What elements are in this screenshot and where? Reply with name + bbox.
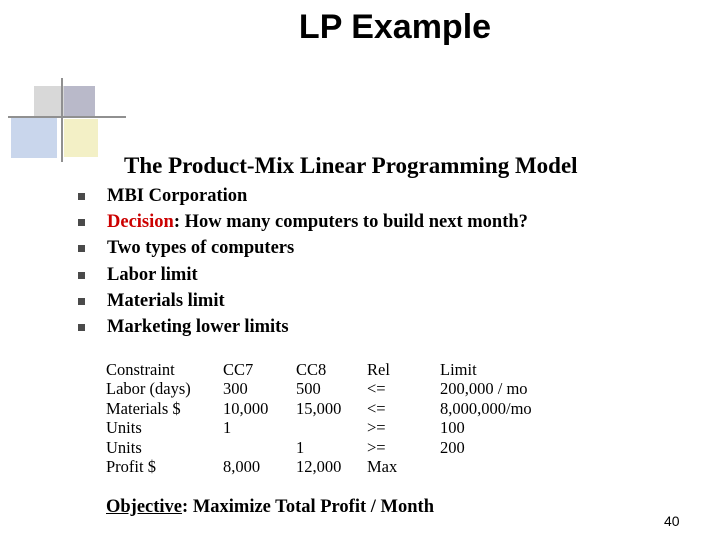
table-cell: >= [367, 437, 386, 457]
table-cell: 1 [296, 437, 305, 457]
table-cell: Constraint [106, 360, 175, 379]
bullet-list [78, 183, 528, 341]
square-bullet-icon [78, 245, 85, 252]
bullet-text: MBI Corporation [107, 185, 248, 206]
table-cell: <= [367, 379, 386, 399]
objective-text: : Maximize Total Profit / Month [182, 497, 434, 517]
table-cell: Units [106, 418, 142, 438]
square-bullet-icon [78, 298, 85, 305]
table-cell: Materials $ [106, 398, 181, 418]
bullet-item [78, 288, 528, 314]
table-cell: 200,000 / mo [440, 379, 528, 399]
decorative-squares [0, 0, 130, 170]
bullet-text: : How many computers to build next month? [173, 211, 528, 232]
cc8-column [296, 360, 341, 476]
table-cell: 300 [223, 379, 248, 399]
limit-column [440, 360, 532, 476]
table-cell: 8,000 [223, 456, 261, 476]
table-cell: 15,000 [296, 398, 342, 418]
rel-column [367, 360, 397, 476]
table-cell: 10,000 [223, 398, 269, 418]
table-cell: 8,000,000/mo [440, 398, 532, 418]
table-cell: 500 [296, 379, 321, 399]
cc7-column [223, 360, 268, 476]
table-cell: 1 [223, 418, 232, 438]
page-number: 40 [664, 513, 680, 529]
table-cell: 12,000 [296, 456, 342, 476]
table-cell: Max [367, 456, 398, 476]
table-cell: Labor (days) [106, 379, 191, 399]
slide-title: LP Example [298, 8, 492, 46]
constraint-column [106, 360, 191, 476]
objective-label: Objective [106, 497, 183, 517]
bullet-text: Labor limit [107, 264, 198, 285]
table-cell [223, 438, 268, 457]
objective-statement [106, 497, 434, 518]
square-bullet-icon [78, 219, 85, 226]
bullet-item [78, 183, 528, 209]
table-cell: >= [367, 418, 386, 438]
bullet-keyword: Decision [107, 211, 174, 232]
table-cell: CC8 [296, 360, 327, 379]
slide-subtitle: The Product-Mix Linear Programming Model [124, 153, 578, 178]
table-cell: 200 [440, 437, 465, 457]
table-cell: Limit [440, 360, 477, 379]
bullet-text: Two types of computers [107, 238, 295, 259]
table-cell: Profit $ [106, 456, 156, 476]
bullet-item [78, 314, 528, 340]
table-cell [296, 418, 341, 437]
bullet-text: Marketing lower limits [107, 317, 289, 338]
table-cell: Rel [367, 360, 390, 379]
bullet-item [78, 209, 528, 235]
table-cell: CC7 [223, 360, 254, 379]
bullet-item [78, 262, 528, 288]
table-cell: 100 [440, 418, 465, 438]
table-cell [440, 457, 532, 476]
table-cell: <= [367, 398, 386, 418]
square-bullet-icon [78, 324, 85, 331]
bullet-item [78, 236, 528, 262]
square-bullet-icon [78, 193, 85, 200]
square-bullet-icon [78, 272, 85, 279]
bullet-text: Materials limit [107, 290, 225, 311]
table-cell: Units [106, 437, 142, 457]
